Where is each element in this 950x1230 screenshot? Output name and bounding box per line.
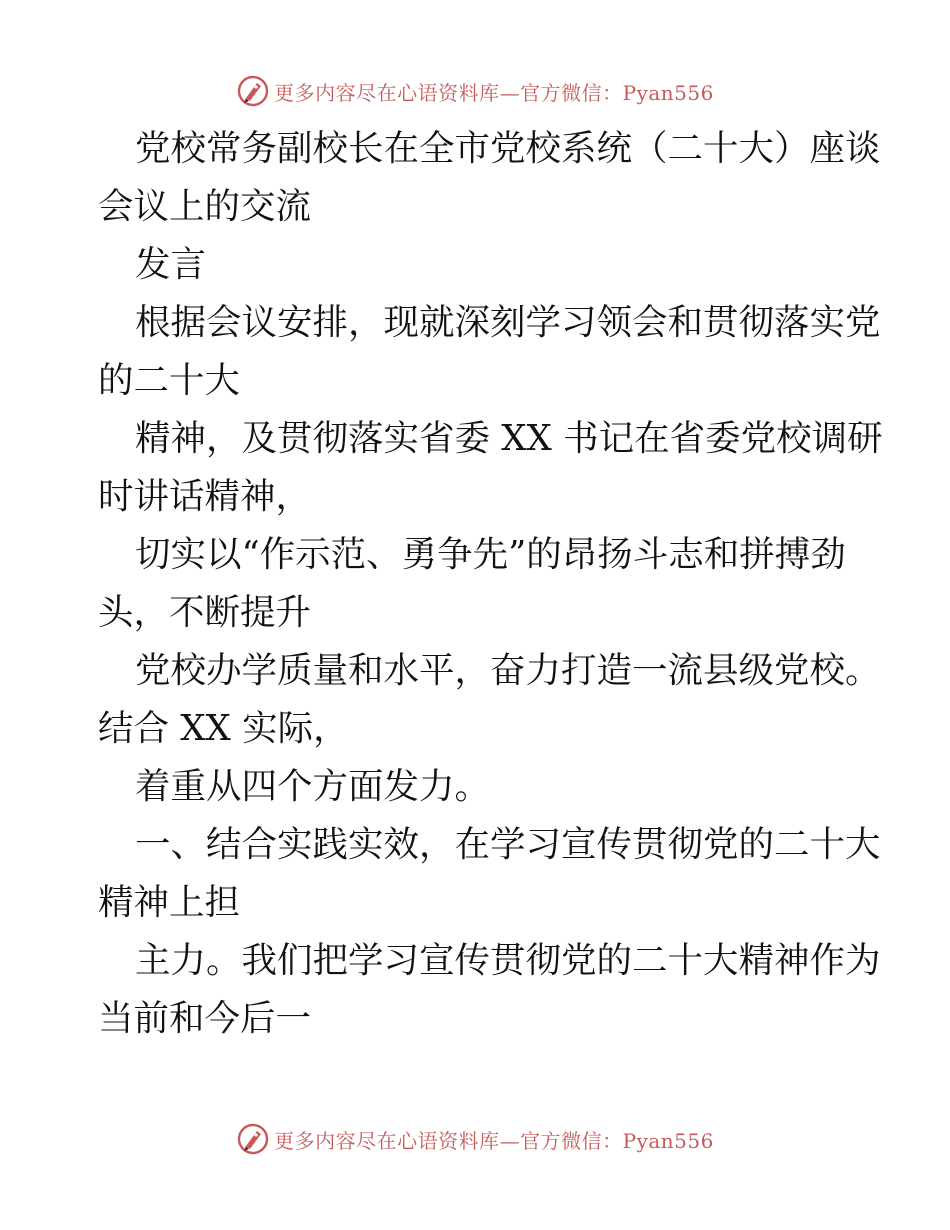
text-line: 党校办学质量和水平，奋力打造一流县级党校。 [135,650,881,691]
text-line: 结合 XX 实际， [98,708,349,749]
text-line: 发言 [135,244,207,285]
text-line: 根据会议安排，现就深刻学习领会和贯彻落实党 [135,302,881,343]
text-line: 精神，及贯彻落实省委 XX 书记在省委党校调研 [135,418,883,459]
text-line: 精神上担 [98,882,241,923]
document-body [98,120,883,1048]
header-watermark-banner [0,71,950,111]
text-line: 头，不断提升 [98,592,312,633]
pen-nib-logo-icon [236,1122,270,1156]
text-line: 的二十大 [98,360,241,401]
text-line: 一、结合实践实效，在学习宣传贯彻党的二十大 [135,824,881,865]
text-line: 当前和今后一 [98,998,312,1039]
text-line: 会议上的交流 [98,186,312,227]
text-line: 主力。我们把学习宣传贯彻党的二十大精神作为 [135,940,881,981]
footer-watermark-banner [0,1119,950,1159]
text-line: 着重从四个方面发力。 [135,766,491,807]
watermark-text: 更多内容尽在心语资料库—官方微信：Pyan556 [274,80,714,105]
text-line: 切实以“作示范、勇争先”的昂扬斗志和拼搏劲 [135,534,846,575]
watermark-text: 更多内容尽在心语资料库—官方微信：Pyan556 [274,1128,714,1153]
text-line: 时讲话精神， [98,476,312,517]
text-line: 党校常务副校长在全市党校系统（二十大）座谈 [135,128,881,169]
pen-nib-logo-icon [236,74,270,108]
